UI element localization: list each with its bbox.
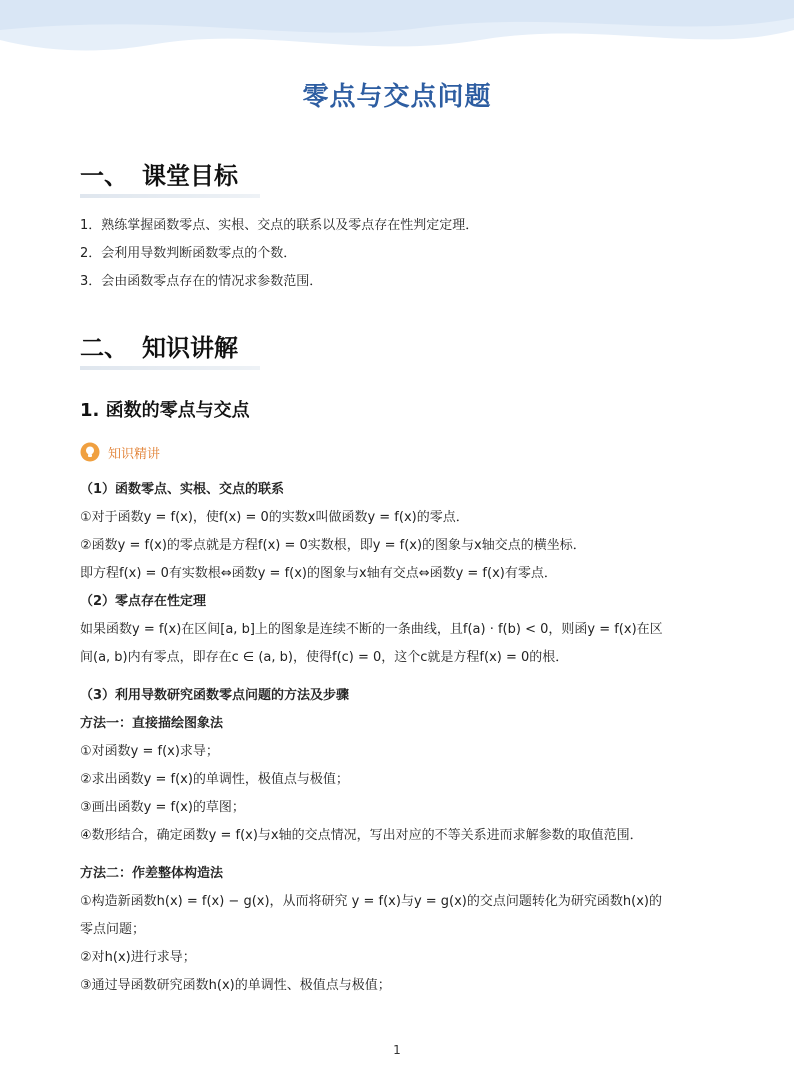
text-line: ①对于函数y = f(x)，使f(x) = 0的实数x叫做函数y = f(x)的零点． xyxy=(80,510,469,525)
section-underline xyxy=(80,194,260,198)
text-line: ③通过导函数研究函数h(x)的单调性、极值点与极值； xyxy=(80,978,391,993)
method-heading: 方法一：直接描绘图象法 xyxy=(80,716,224,731)
method-heading: 方法二：作差整体构造法 xyxy=(80,866,224,881)
text-line: ①构造新函数h(x) = f(x) − g(x)，从而将研究 y = f(x)与y = g(x)的交点问题转化为研究函数h(x)的 xyxy=(80,894,662,909)
section-heading-knowledge xyxy=(80,328,238,363)
part-heading: （3）利用导数研究函数零点问题的方法及步骤 xyxy=(80,688,350,703)
tip-label: 知识精讲 xyxy=(108,446,161,462)
goal-item: 1．熟练掌握函数零点、实根、交点的联系以及零点存在性判定定理． xyxy=(80,218,479,233)
section-title: 知识讲解 xyxy=(142,334,238,362)
lightbulb-icon xyxy=(80,442,100,462)
section-number: 二、 xyxy=(80,334,128,362)
subsection-heading: 1. 函数的零点与交点 xyxy=(80,400,250,421)
section-title: 课堂目标 xyxy=(142,162,238,190)
text-line: ③画出函数y = f(x)的草图； xyxy=(80,800,245,815)
section-underline xyxy=(80,366,260,370)
text-line: ②对h(x)进行求导； xyxy=(80,950,196,965)
text-line: 即方程f(x) = 0有实数根⇔函数y = f(x)的图象与x轴有交点⇔函数y = f(x)有零点． xyxy=(80,566,557,581)
text-line: ①对函数y = f(x)求导； xyxy=(80,744,219,759)
text-line: 间(a, b)内有零点，即存在c ∈ (a, b)，使得f(c) = 0，这个c就是方程f(x) = 0的根． xyxy=(80,650,569,665)
text-line: ②函数y = f(x)的零点就是方程f(x) = 0实数根，即y = f(x)的图象与x轴交点的横坐标． xyxy=(80,538,586,553)
document-title: 零点与交点问题 xyxy=(302,82,492,112)
text-line: 如果函数y = f(x)在区间[a, b]上的图象是连续不断的一条曲线，且f(a) · f(b) < 0，则函y = f(x)在区 xyxy=(80,622,663,637)
section-heading-goals xyxy=(80,156,238,191)
page-number: 1 xyxy=(393,1043,401,1057)
text-line: ④数形结合，确定函数y = f(x)与x轴的交点情况，写出对应的不等关系进而求解参数的取值范围． xyxy=(80,828,643,843)
goal-item: 2．会利用导数判断函数零点的个数． xyxy=(80,246,297,261)
knowledge-tip xyxy=(80,442,160,462)
part-heading: （2）零点存在性定理 xyxy=(80,594,207,609)
text-line: ②求出函数y = f(x)的单调性，极值点与极值； xyxy=(80,772,349,787)
header-wave-decoration xyxy=(0,0,794,70)
goal-item: 3．会由函数零点存在的情况求参数范围． xyxy=(80,274,323,289)
section-number: 一、 xyxy=(80,162,128,190)
text-line: 零点问题； xyxy=(80,922,146,937)
part-heading: （1）函数零点、实根、交点的联系 xyxy=(80,482,285,497)
